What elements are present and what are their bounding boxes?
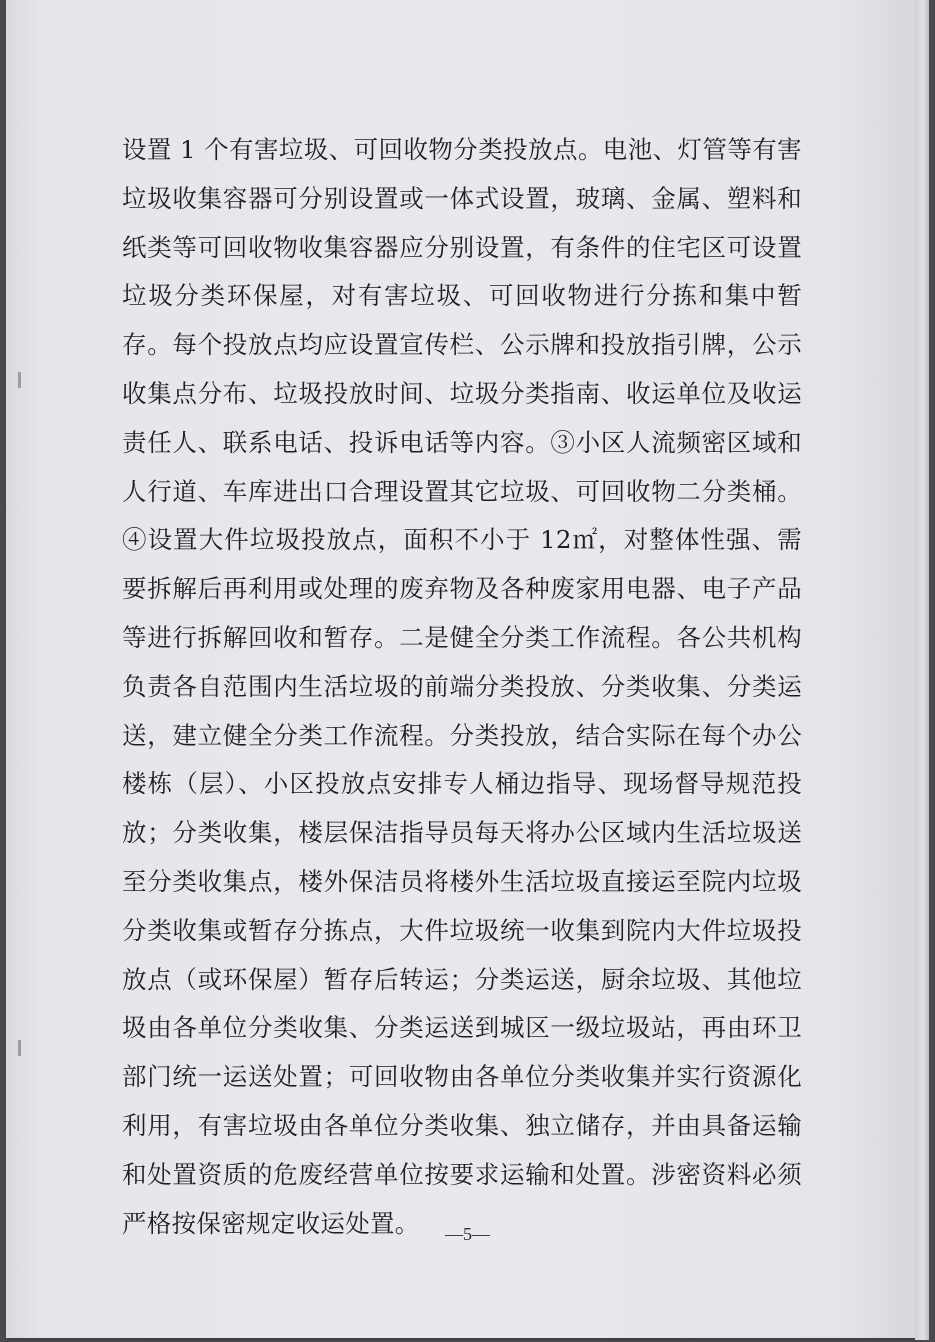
staple-mark	[18, 372, 21, 388]
page-stack-edge	[915, 0, 929, 1340]
body-paragraph: 设置 1 个有害垃圾、可回收物分类投放点。电池、灯管等有害垃圾收集容器可分别设置或一体式设置，玻璃、金属、塑料和纸类等可回收物收集容器应分别设置，有条件的住宅区可设置垃圾分类环保屋，对有害垃圾、可回收物进行分拣和集中暂存。每个投放点均应设置宣传栏、公示牌和投放指引牌，公示收集点分布、垃圾投放时间、垃圾分类指南、收运单位及收运责任人、联系电话、投诉电话等内容。③小区人流频密区域和人行道、车库进出口合理设置其它垃圾、可回收物二分类桶。④设置大件垃圾投放点，面积不小于 12㎡，对整体性强、需要拆解后再利用或处理的废弃物及各种废家用电器、电子产品等进行拆解回收和暂存。二是健全分类工作流程。各公共机构负责各自范围内生活垃圾的前端分类投放、分类收集、分类运送，建立健全分类工作流程。分类投放，结合实际在每个办公楼栋（层）、小区投放点安排专人桶边指导、现场督导规范投放；分类收集，楼层保洁指导员每天将办公区域内生活垃圾送至分类收集点，楼外保洁员将楼外生活垃圾直接运至院内垃圾分类收集或暂存分拣点，大件垃圾统一收集到院内大件垃圾投放点（或环保屋）暂存后转运；分类运送，厨余垃圾、其他垃圾由各单位分类收集、分类运送到城区一级垃圾站，再由环卫部门统一运送处置；可回收物由各单位分类收集并实行资源化利用，有害垃圾由各单位分类收集、独立储存，并由具备运输和处置资质的危废经营单位按要求运输和处置。涉密资料必须严格按保密规定收运处置。	[122, 135, 802, 1238]
page-number: —5—	[445, 1224, 490, 1244]
staple-mark	[18, 1040, 21, 1056]
